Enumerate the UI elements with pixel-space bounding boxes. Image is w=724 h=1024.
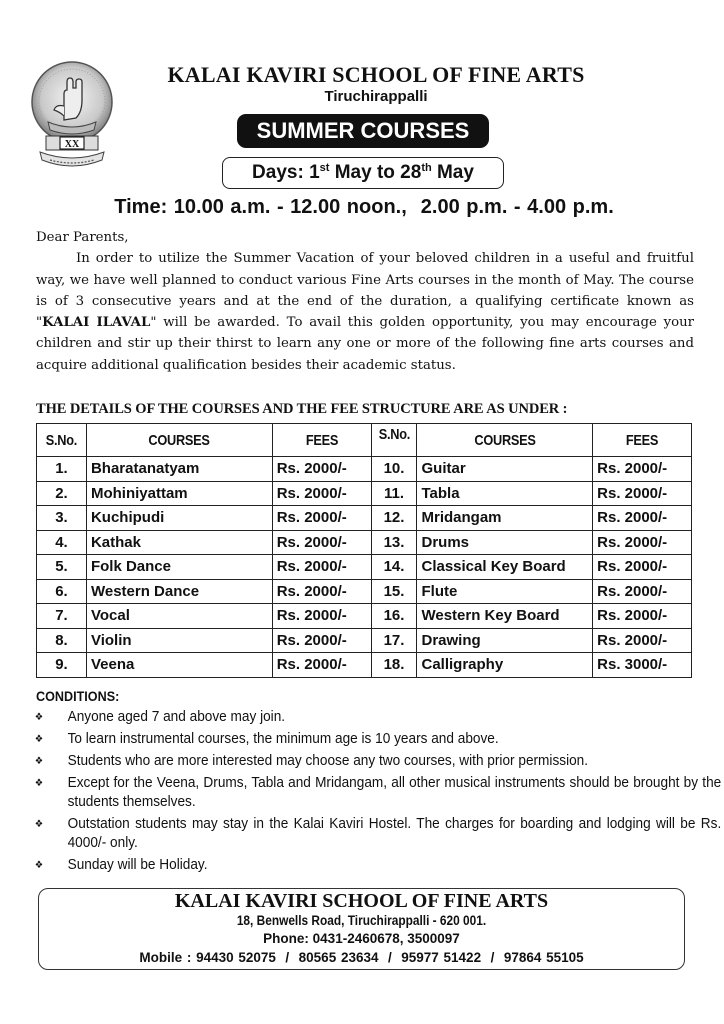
serial-number: 11.	[371, 481, 417, 506]
course-fee: Rs. 2000/-	[272, 506, 371, 531]
table-row	[37, 506, 692, 531]
table-row	[37, 555, 692, 580]
course-name: Calligraphy	[417, 653, 593, 678]
condition-item	[30, 752, 721, 771]
course-fee: Rs. 2000/-	[272, 457, 371, 482]
condition-item	[30, 856, 721, 875]
condition-item	[30, 730, 721, 749]
school-title: KALAI KAVIRI SCHOOL OF FINE ARTS	[167, 62, 585, 87]
letter-paragraph	[36, 248, 694, 376]
course-name: Violin	[86, 628, 272, 653]
letter-text-1: In order to utilize the Summer Vacation of your beloved children in a useful and fruitful way, we have well planned to conduct various Fine Arts courses in the month of May. The course is of 3 consecutive years and at the end of the duration, a qualifying certificate known as "	[36, 251, 694, 331]
course-name: Guitar	[417, 457, 593, 482]
table-row	[37, 604, 692, 629]
days-sup-st: st	[319, 162, 330, 174]
course-fee: Rs. 2000/-	[272, 555, 371, 580]
condition-item	[30, 774, 721, 812]
table-row	[37, 579, 692, 604]
table-row	[37, 653, 692, 678]
course-name: Folk Dance	[86, 555, 272, 580]
days-prefix: Days: 1	[252, 162, 320, 183]
condition-text: Except for the Veena, Drums, Tabla and Mridangam, all other musical instruments should be brought by the students themselves.	[67, 775, 722, 810]
course-fee: Rs. 2000/-	[593, 628, 692, 653]
course-name: Mridangam	[417, 506, 593, 531]
diamond-bullet-icon: ❖	[34, 778, 44, 789]
serial-number: 8.	[37, 628, 87, 653]
course-name: Western Dance	[86, 579, 272, 604]
course-fee: Rs. 2000/-	[272, 653, 371, 678]
course-fee: Rs. 2000/-	[593, 506, 692, 531]
footer-school-name: KALAI KAVIRI SCHOOL OF FINE ARTS	[174, 890, 549, 912]
serial-number: 12.	[371, 506, 417, 531]
time-morning: Time: 10.00 a.m. - 12.00 noon.,	[114, 196, 407, 218]
summer-courses-banner: SUMMER COURSES	[237, 114, 489, 148]
serial-number: 3.	[37, 506, 87, 531]
table-header-row	[37, 424, 692, 457]
condition-text: Outstation students may stay in the Kalai Kaviri Hostel. The charges for boarding and lodging will be Rs. 4000/- only.	[67, 816, 722, 851]
table-row	[37, 530, 692, 555]
course-fee: Rs. 3000/-	[593, 653, 692, 678]
diamond-bullet-icon: ❖	[34, 712, 44, 723]
conditions-list	[30, 708, 722, 878]
serial-number: 10.	[371, 457, 417, 482]
serial-number: 5.	[37, 555, 87, 580]
course-timings	[0, 196, 724, 219]
course-fee: Rs. 2000/-	[593, 579, 692, 604]
footer-phone: Phone: 0431-2460678, 3500097	[263, 931, 460, 946]
header-fees-2: FEES	[593, 424, 692, 457]
footer-mobile: Mobile : 94430 52075 / 80565 23634 / 95977 51422 / 97864 55105	[139, 950, 584, 965]
serial-number: 16.	[371, 604, 417, 629]
course-name: Veena	[86, 653, 272, 678]
condition-text: Sunday will be Holiday.	[67, 857, 208, 873]
letter-text-2: " will be awarded. To avail this golden opportunity, you may encourage your children and stir up their thirst to learn any one or more of the following fine arts courses and acquire additional qualification besides their academic status.	[36, 315, 695, 373]
header-fees: FEES	[272, 424, 371, 457]
course-fee: Rs. 2000/-	[272, 530, 371, 555]
serial-number: 2.	[37, 481, 87, 506]
logo-text: XX	[64, 139, 80, 150]
course-name: Kathak	[86, 530, 272, 555]
condition-text: Anyone aged 7 and above may join.	[67, 709, 286, 725]
header-sno-2: S.No.	[371, 424, 417, 457]
serial-number: 7.	[37, 604, 87, 629]
condition-item	[30, 815, 721, 853]
serial-number: 17.	[371, 628, 417, 653]
footer-address: 18, Benwells Road, Tiruchirappalli - 620 001.	[236, 913, 487, 928]
course-days	[222, 157, 504, 189]
course-fee: Rs. 2000/-	[593, 555, 692, 580]
certificate-name: KALAI ILAVAL	[42, 315, 151, 331]
course-fee: Rs. 2000/-	[593, 530, 692, 555]
serial-number: 14.	[371, 555, 417, 580]
table-row	[37, 628, 692, 653]
course-name: Vocal	[86, 604, 272, 629]
days-sup-th: th	[421, 162, 432, 174]
course-fee: Rs. 2000/-	[272, 579, 371, 604]
table-row	[37, 481, 692, 506]
serial-number: 4.	[37, 530, 87, 555]
course-name: Western Key Board	[417, 604, 593, 629]
course-name: Flute	[417, 579, 593, 604]
diamond-bullet-icon: ❖	[34, 734, 44, 745]
footer-contact-box	[38, 888, 685, 970]
course-fee: Rs. 2000/-	[593, 457, 692, 482]
diamond-bullet-icon: ❖	[34, 756, 44, 767]
conditions-title: CONDITIONS:	[36, 688, 120, 704]
letter-body	[36, 227, 694, 376]
course-name: Bharatanatyam	[86, 457, 272, 482]
course-fee: Rs. 2000/-	[272, 481, 371, 506]
course-name: Mohiniyattam	[86, 481, 272, 506]
course-fee: Rs. 2000/-	[593, 604, 692, 629]
serial-number: 15.	[371, 579, 417, 604]
days-mid: May to 28	[329, 162, 422, 183]
details-heading: THE DETAILS OF THE COURSES AND THE FEE STRUCTURE ARE AS UNDER :	[36, 401, 568, 417]
serial-number: 13.	[371, 530, 417, 555]
condition-text: To learn instrumental courses, the minimum age is 10 years and above.	[67, 731, 499, 747]
diamond-bullet-icon: ❖	[34, 819, 44, 830]
serial-number: 18.	[371, 653, 417, 678]
diamond-bullet-icon: ❖	[34, 860, 44, 871]
serial-number: 1.	[37, 457, 87, 482]
time-afternoon: 2.00 p.m. - 4.00 p.m.	[420, 196, 614, 218]
table-row	[37, 457, 692, 482]
course-name: Kuchipudi	[86, 506, 272, 531]
salutation: Dear Parents,	[36, 230, 129, 245]
course-name: Drawing	[417, 628, 593, 653]
condition-text: Students who are more interested may choose any two courses, with prior permission.	[67, 753, 589, 769]
header-sno: S.No.	[37, 424, 87, 457]
header-courses-2: COURSES	[417, 424, 593, 457]
header-courses: COURSES	[86, 424, 272, 457]
course-name: Tabla	[417, 481, 593, 506]
course-name: Classical Key Board	[417, 555, 593, 580]
school-city: Tiruchirappalli	[324, 88, 428, 105]
serial-number: 9.	[37, 653, 87, 678]
courses-table	[36, 423, 692, 678]
course-fee: Rs. 2000/-	[272, 604, 371, 629]
days-suffix: May	[431, 162, 474, 183]
course-fee: Rs. 2000/-	[272, 628, 371, 653]
serial-number: 6.	[37, 579, 87, 604]
course-name: Drums	[417, 530, 593, 555]
course-fee: Rs. 2000/-	[593, 481, 692, 506]
condition-item	[30, 708, 721, 727]
